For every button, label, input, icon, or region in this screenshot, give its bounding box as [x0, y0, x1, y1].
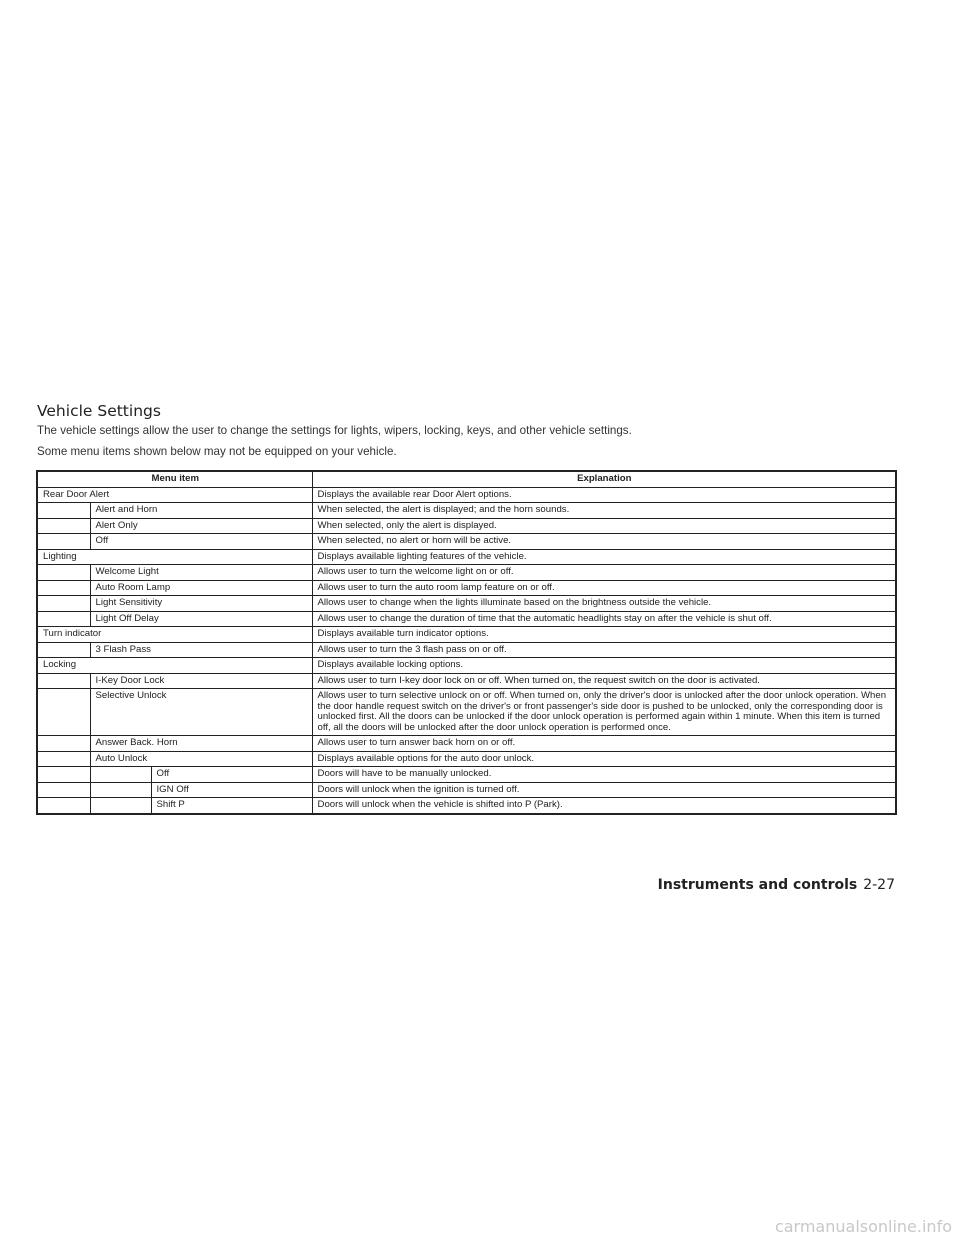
page-number: 2-27: [863, 877, 895, 893]
indent-cell: [90, 798, 151, 814]
intro-paragraph: The vehicle settings allow the user to change the settings for lights, wipers, locking, keys, and other vehicle settings.: [37, 424, 632, 437]
indent-cell: [37, 642, 90, 658]
vehicle-settings-table: [36, 470, 897, 815]
table-row: [37, 658, 896, 674]
menu-item-cell: Answer Back. Horn: [90, 736, 312, 752]
indent-cell: [37, 596, 90, 612]
explanation-cell: When selected, the alert is displayed; and the horn sounds.: [312, 503, 896, 519]
menu-item-cell: Off: [151, 767, 312, 783]
menu-item-cell: Shift P: [151, 798, 312, 814]
table-row: [37, 503, 896, 519]
explanation-cell: Allows user to turn selective unlock on or off. When turned on, only the driver's door is unlocked after the door unlock operation. When the door handle request switch on the driver's or front passenger's side door is pushed to be unlocked, only the corresponding door is unlocked first. All the doors can be unlocked if the door unlock operation is performed again within 1 minute. When this item is turned off, all the doors will be unlocked after the door unlock operation is performed once.: [312, 689, 896, 736]
explanation-cell: Allows user to turn the welcome light on or off.: [312, 565, 896, 581]
explanation-cell: Allows user to turn the auto room lamp feature on or off.: [312, 580, 896, 596]
menu-item-cell: Selective Unlock: [90, 689, 312, 736]
table-body: [37, 487, 896, 814]
explanation-cell: When selected, no alert or horn will be active.: [312, 534, 896, 550]
table-row: [37, 580, 896, 596]
table-row: [37, 673, 896, 689]
header-explanation: Explanation: [312, 471, 896, 487]
menu-item-cell: Welcome Light: [90, 565, 312, 581]
explanation-cell: Allows user to change when the lights illuminate based on the brightness outside the vehicle.: [312, 596, 896, 612]
menu-item-cell: Turn indicator: [37, 627, 312, 643]
indent-cell: [37, 782, 90, 798]
menu-item-cell: Alert Only: [90, 518, 312, 534]
explanation-cell: Allows user to turn answer back horn on or off.: [312, 736, 896, 752]
indent-cell: [37, 751, 90, 767]
menu-item-cell: I-Key Door Lock: [90, 673, 312, 689]
table-row: [37, 549, 896, 565]
indent-cell: [37, 736, 90, 752]
menu-item-cell: Alert and Horn: [90, 503, 312, 519]
menu-item-cell: Light Sensitivity: [90, 596, 312, 612]
explanation-cell: Doors will have to be manually unlocked.: [312, 767, 896, 783]
table-row: [37, 767, 896, 783]
table-row: [37, 751, 896, 767]
menu-item-cell: Light Off Delay: [90, 611, 312, 627]
menu-item-cell: Lighting: [37, 549, 312, 565]
indent-cell: [37, 767, 90, 783]
menu-item-cell: 3 Flash Pass: [90, 642, 312, 658]
menu-item-cell: Auto Room Lamp: [90, 580, 312, 596]
table-row: [37, 487, 896, 503]
chapter-title: Instruments and controls: [657, 877, 858, 893]
explanation-cell: Displays the available rear Door Alert options.: [312, 487, 896, 503]
explanation-cell: Allows user to turn I-key door lock on or off. When turned on, the request switch on the door is activated.: [312, 673, 896, 689]
indent-cell: [90, 767, 151, 783]
table-row: [37, 596, 896, 612]
table-row: [37, 627, 896, 643]
table-row: [37, 736, 896, 752]
indent-cell: [37, 689, 90, 736]
table-row: [37, 642, 896, 658]
table-row: [37, 518, 896, 534]
explanation-cell: Doors will unlock when the ignition is turned off.: [312, 782, 896, 798]
table-row: [37, 798, 896, 814]
table-row: [37, 565, 896, 581]
table-row: [37, 611, 896, 627]
page-footer: [658, 876, 895, 893]
table-row: [37, 689, 896, 736]
indent-cell: [90, 782, 151, 798]
indent-cell: [37, 534, 90, 550]
explanation-cell: Displays available locking options.: [312, 658, 896, 674]
explanation-cell: Allows user to turn the 3 flash pass on or off.: [312, 642, 896, 658]
menu-item-cell: Rear Door Alert: [37, 487, 312, 503]
table-row: [37, 782, 896, 798]
indent-cell: [37, 565, 90, 581]
menu-item-cell: IGN Off: [151, 782, 312, 798]
indent-cell: [37, 580, 90, 596]
indent-cell: [37, 518, 90, 534]
explanation-cell: When selected, only the alert is displayed.: [312, 518, 896, 534]
menu-item-cell: Off: [90, 534, 312, 550]
indent-cell: [37, 798, 90, 814]
header-menu-item: Menu item: [37, 471, 312, 487]
explanation-cell: Doors will unlock when the vehicle is shifted into P (Park).: [312, 798, 896, 814]
explanation-cell: Allows user to change the duration of time that the automatic headlights stay on after the vehicle is shut off.: [312, 611, 896, 627]
indent-cell: [37, 611, 90, 627]
explanation-cell: Displays available lighting features of the vehicle.: [312, 549, 896, 565]
table-row: [37, 534, 896, 550]
menu-item-cell: Auto Unlock: [90, 751, 312, 767]
section-title: Vehicle Settings: [37, 402, 161, 420]
explanation-cell: Displays available turn indicator options.: [312, 627, 896, 643]
indent-cell: [37, 673, 90, 689]
watermark: carmanualsonline.info: [774, 1217, 952, 1236]
equipment-note: Some menu items shown below may not be equipped on your vehicle.: [37, 445, 397, 458]
indent-cell: [37, 503, 90, 519]
menu-item-cell: Locking: [37, 658, 312, 674]
table-header-row: [37, 471, 896, 487]
explanation-cell: Displays available options for the auto door unlock.: [312, 751, 896, 767]
